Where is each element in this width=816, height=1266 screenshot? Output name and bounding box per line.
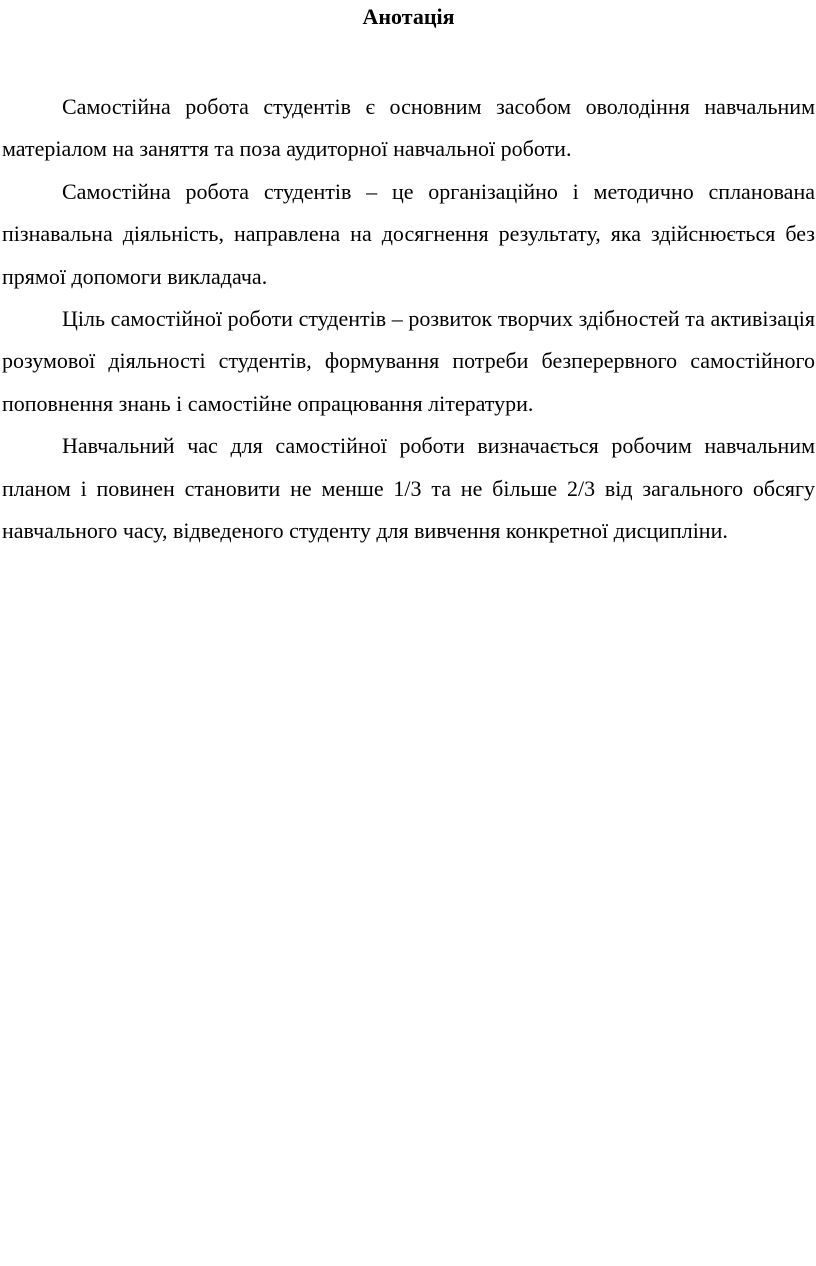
paragraph-2: Самостійна робота студентів – це організаційно і методично спланована пізнавальна діяльність, направлена на досягнення результату, яка здійснюється без прямої допомоги викладача.	[2, 178, 815, 289]
document-title: Анотація	[362, 4, 455, 29]
paragraph-1: Самостійна робота студентів є основним засобом оволодіння навчальним матеріалом на заняття та поза аудиторної навчальної роботи.	[2, 94, 815, 162]
document-body	[2, 86, 815, 552]
paragraph-4: Навчальний час для самостійної роботи визначається робочим навчальним планом і повинен становити не менше 1/3 та не більше 2/3 від загального обсягу навчального часу, відведеного студенту для вивчення конкретної дисципліни.	[2, 433, 815, 544]
paragraph-3: Ціль самостійної роботи студентів – розвиток творчих здібностей та активізація розумової діяльності студентів, формування потреби безперервного самостійного поповнення знань і самостійне опрацювання літератури.	[2, 306, 815, 416]
